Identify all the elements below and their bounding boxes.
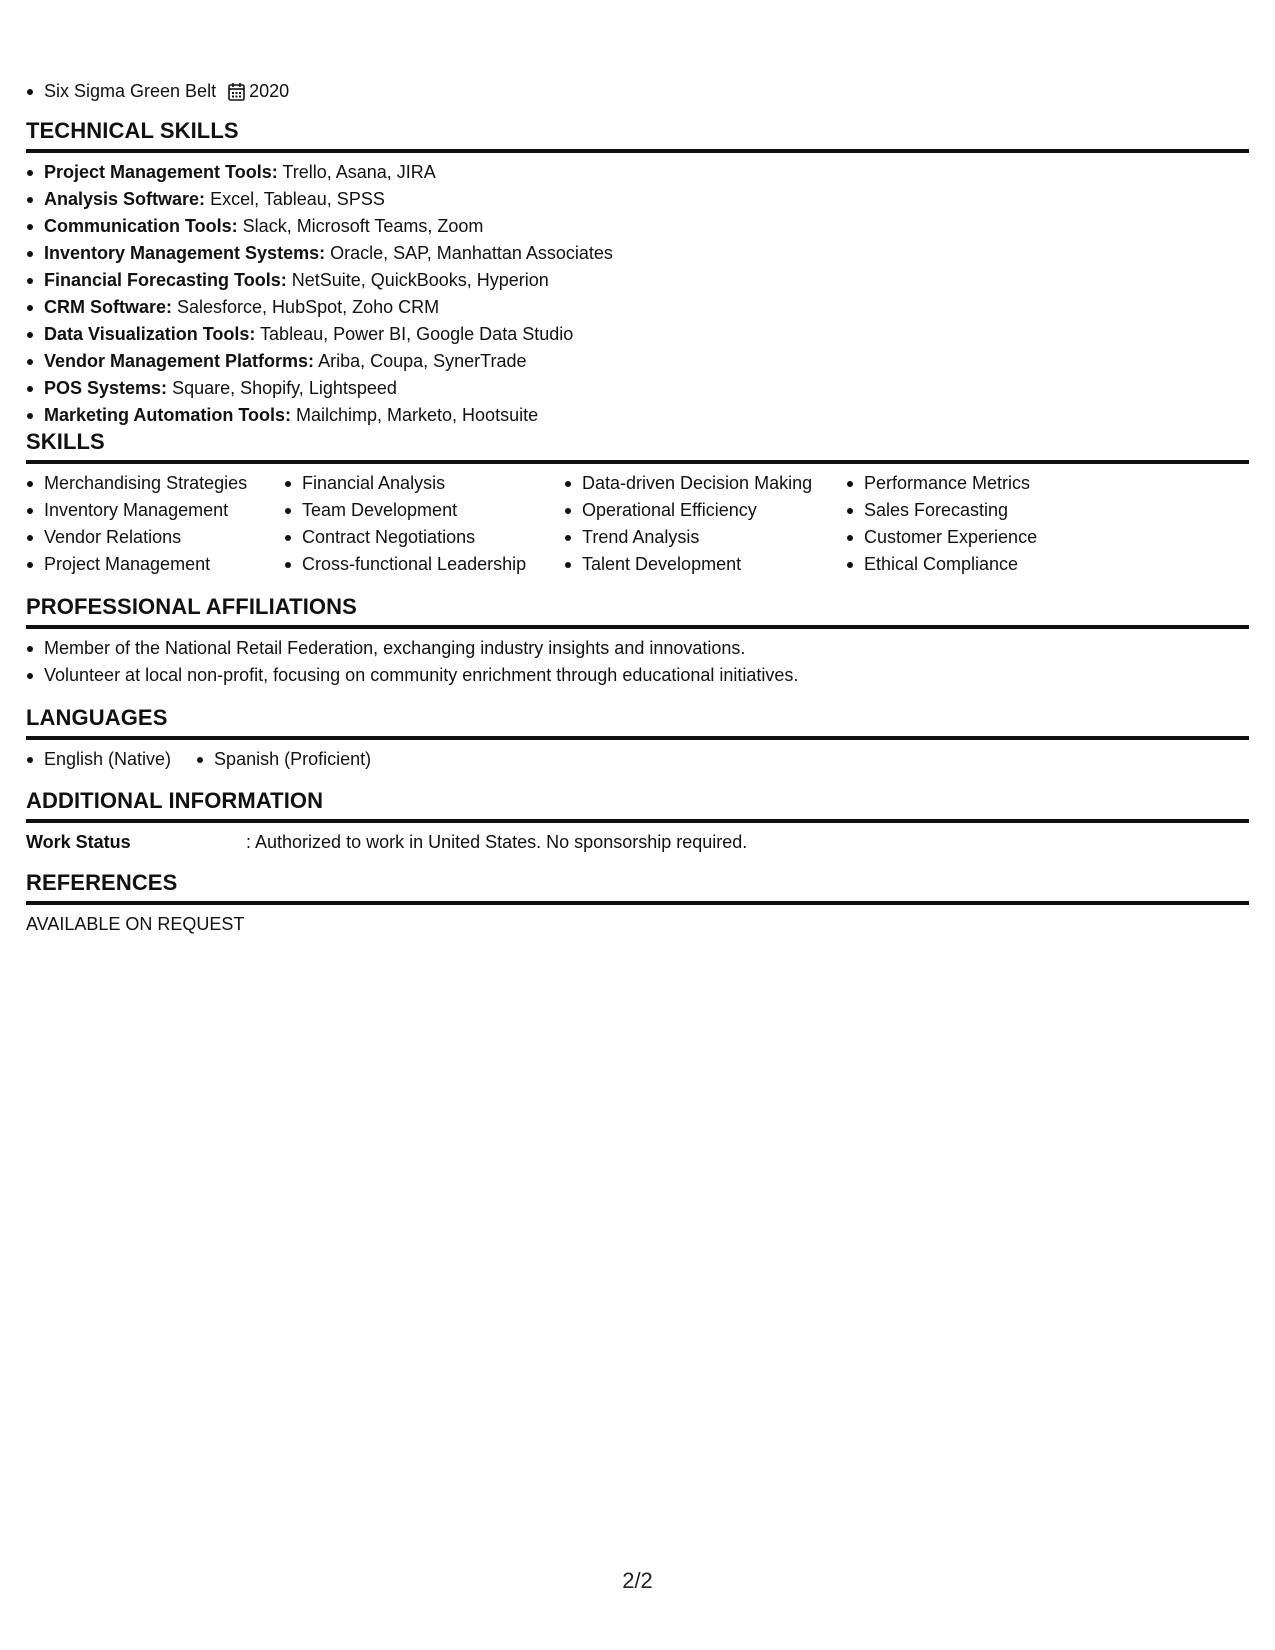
affiliations-section [26, 594, 1249, 689]
skill-label: CRM Software: [44, 297, 173, 317]
info-label: Work Status [26, 832, 131, 852]
list-item: Operational Efficiency [564, 497, 846, 524]
section-heading: PROFESSIONAL AFFILIATIONS [26, 594, 1249, 629]
languages-section [26, 705, 1249, 773]
additional-info-section [26, 788, 1249, 856]
skill-value: NetSuite, QuickBooks, Hyperion [286, 270, 549, 290]
skill-label: Inventory Management Systems: [44, 243, 326, 263]
list-item: Project Management [26, 551, 284, 578]
skill-label: Vendor Management Platforms: [44, 351, 315, 371]
skill-value: Slack, Microsoft Teams, Zoom [237, 216, 484, 236]
skill-value: Square, Shopify, Lightspeed [167, 378, 397, 398]
list-item: Merchandising Strategies [26, 470, 284, 497]
list-item: Trend Analysis [564, 524, 846, 551]
list-item: Team Development [284, 497, 564, 524]
skill-value: Mailchimp, Marketo, Hootsuite [291, 405, 539, 425]
skills-column [284, 470, 564, 578]
technical-skills-list [26, 159, 1249, 429]
skill-label: Project Management Tools: [44, 162, 278, 182]
list-item: Performance Metrics [846, 470, 1106, 497]
list-item: Talent Development [564, 551, 846, 578]
skill-value: Excel, Tableau, SPSS [205, 189, 385, 209]
list-item [26, 402, 1249, 429]
skills-section [26, 429, 1249, 578]
skill-value: Ariba, Coupa, SynerTrade [314, 351, 527, 371]
certification-year: 2020 [249, 81, 290, 101]
list-item: Vendor Relations [26, 524, 284, 551]
skill-label: Marketing Automation Tools: [44, 405, 291, 425]
list-item [26, 321, 1249, 348]
technical-skills-section [26, 118, 1249, 429]
skill-label: POS Systems: [44, 378, 168, 398]
skill-label: Financial Forecasting Tools: [44, 270, 287, 290]
list-item: Inventory Management [26, 497, 284, 524]
calendar-icon [228, 82, 245, 101]
list-item: English (Native) [26, 746, 171, 773]
skill-value: Oracle, SAP, Manhattan Associates [325, 243, 613, 263]
references-text: AVAILABLE ON REQUEST [26, 914, 245, 934]
list-item: Member of the National Retail Federation, exchanging industry insights and innovations. [26, 635, 1249, 662]
skills-column [846, 470, 1106, 578]
info-value: : Authorized to work in United States. No sponsorship required. [246, 832, 748, 852]
list-item [26, 240, 1249, 267]
certification-name: Six Sigma Green Belt [44, 81, 217, 101]
skills-grid [26, 470, 1249, 578]
skill-value: Tableau, Power BI, Google Data Studio [255, 324, 574, 344]
skill-label: Analysis Software: [44, 189, 206, 209]
list-item [26, 186, 1249, 213]
page-number: 2/2 [622, 1568, 653, 1593]
list-item: Customer Experience [846, 524, 1106, 551]
list-item: Financial Analysis [284, 470, 564, 497]
skill-value: Trello, Asana, JIRA [277, 162, 436, 182]
section-heading: REFERENCES [26, 870, 1249, 905]
affiliations-list [26, 635, 1249, 689]
list-item: Cross-functional Leadership [284, 551, 564, 578]
section-heading: ADDITIONAL INFORMATION [26, 788, 1249, 823]
certification-item [26, 78, 289, 105]
skill-label: Data Visualization Tools: [44, 324, 256, 344]
certification-list [26, 78, 289, 105]
list-item: Contract Negotiations [284, 524, 564, 551]
list-item [26, 294, 1249, 321]
resume-page [26, 0, 1249, 1650]
info-row [26, 829, 1249, 856]
list-item: Ethical Compliance [846, 551, 1106, 578]
skill-value: Salesforce, HubSpot, Zoho CRM [172, 297, 440, 317]
list-item: Spanish (Proficient) [196, 746, 371, 773]
list-item [26, 375, 1249, 402]
list-item [26, 267, 1249, 294]
list-item: Sales Forecasting [846, 497, 1106, 524]
skills-column [26, 470, 284, 578]
list-item: Volunteer at local non-profit, focusing on community enrichment through educational initiatives. [26, 662, 1249, 689]
section-heading: TECHNICAL SKILLS [26, 118, 1249, 153]
skill-label: Communication Tools: [44, 216, 238, 236]
list-item [26, 348, 1249, 375]
section-heading: LANGUAGES [26, 705, 1249, 740]
references-section [26, 870, 1249, 938]
list-item [26, 159, 1249, 186]
section-heading: SKILLS [26, 429, 1249, 464]
list-item: Data-driven Decision Making [564, 470, 846, 497]
skills-column [564, 470, 846, 578]
languages-list [26, 746, 1249, 773]
list-item [26, 213, 1249, 240]
